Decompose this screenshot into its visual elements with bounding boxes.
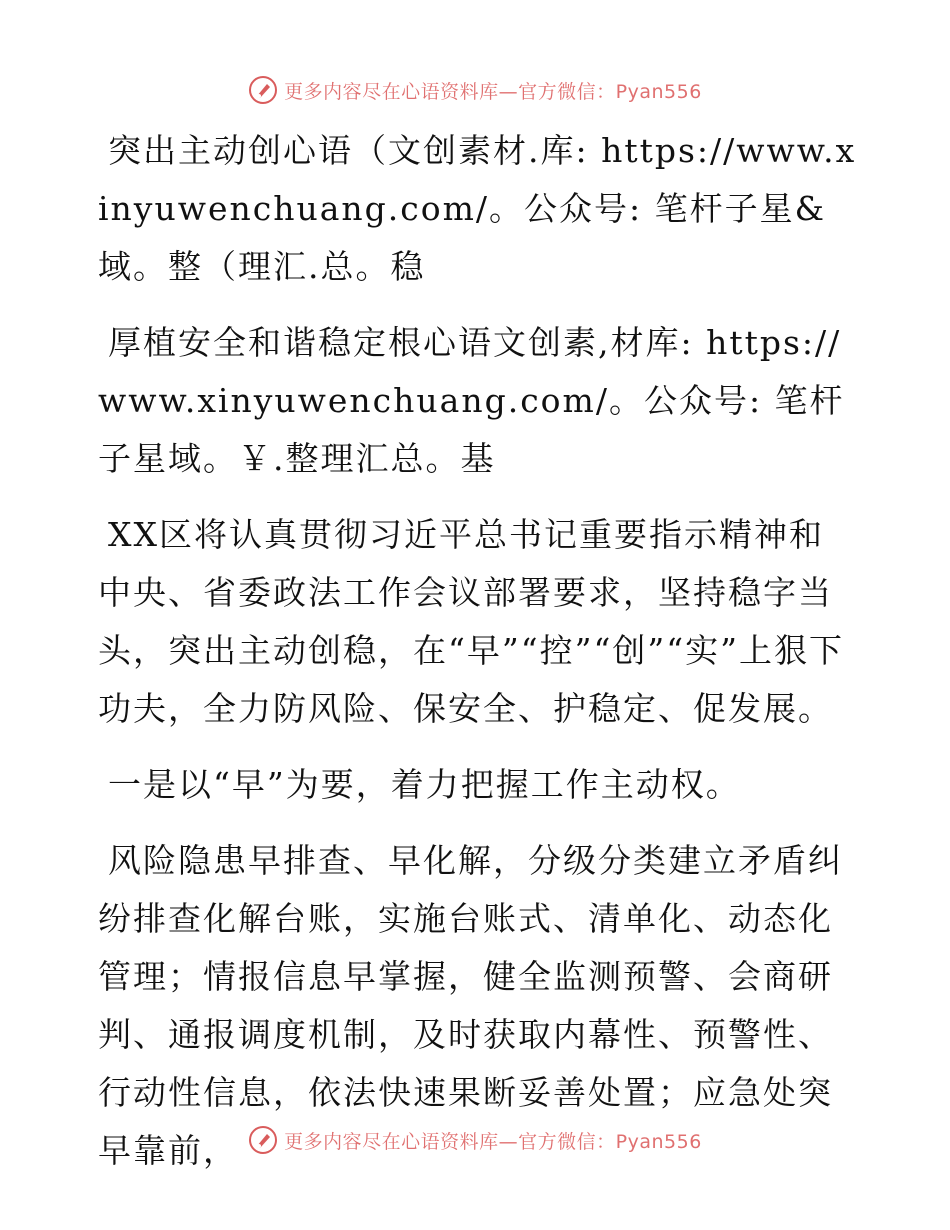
paragraph-1: 突出主动创心语（文创素材.库: https://www.xinyuwenchuang.com/。公众号: 笔杆子星&域。整（理汇.总。稳 [98,131,857,286]
paragraph-3: XX区将认真贯彻习近平总书记重要指示精神和中央、省委政法工作会议部署要求，坚持稳字当头，突出主动创稳，在“早”“控”“创”“实”上狠下功夫，全力防风险、保安全、护稳定、促发展。 [98,515,844,728]
paragraph-2: 厚植安全和谐稳定根心语文创素,材库: https://www.xinyuwenchuang.com/。公众号: 笔杆子星域。￥.整理汇总。基 [98,323,845,478]
pen-nib-logo-icon [248,75,278,105]
header-watermark [0,70,950,110]
paragraph-4: 一是以“早”为要，着力把握工作主动权。 [108,765,741,804]
pen-nib-logo-icon [248,1125,278,1155]
paragraph-5: 风险隐患早排查、早化解，分级分类建立矛盾纠纷排查化解台账，实施台账式、清单化、动态化管理；情报信息早掌握，健全监测预警、会商研判、通报调度机制，及时获取内幕性、预警性、行动性信息，依法快速果断妥善处置；应急处突早靠前， [98,841,843,1170]
footer-watermark [0,1120,950,1160]
document-body [98,122,858,1198]
watermark-text: 更多内容尽在心语资料库—官方微信：Pyan556 [284,80,702,103]
watermark-text: 更多内容尽在心语资料库—官方微信：Pyan556 [284,1130,702,1153]
